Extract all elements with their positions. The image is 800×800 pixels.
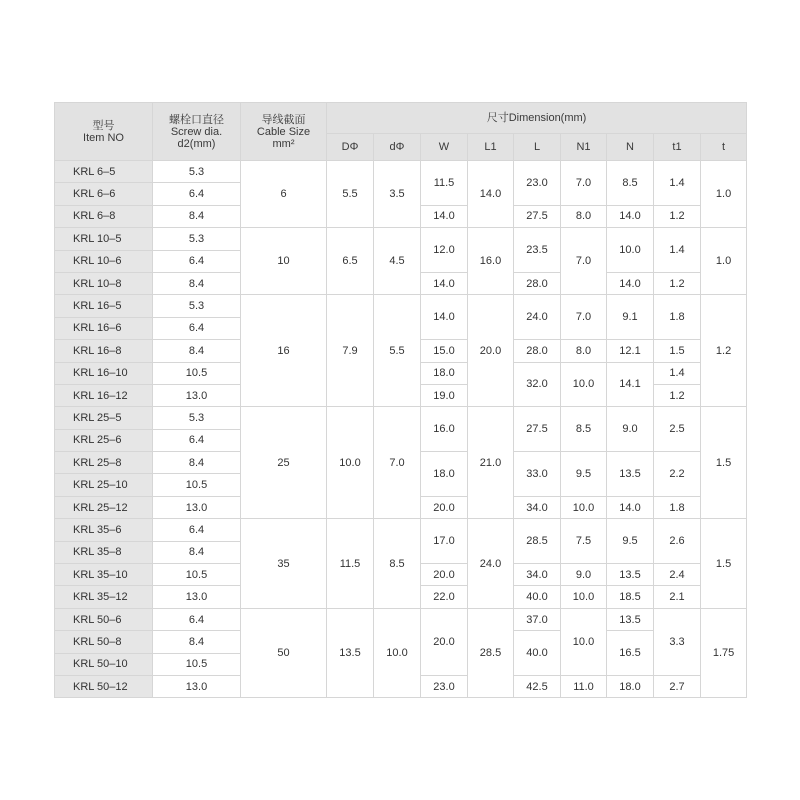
header-t1: t1 [654,134,701,161]
N-cell: 8.5 [607,161,654,206]
screw-cell: 6.4 [153,429,241,451]
L1-cell: 20.0 [468,295,514,407]
item-no-cell: KRL 50–10 [55,653,153,675]
screw-cell: 13.0 [153,675,241,697]
item-no-cell: KRL 35–10 [55,564,153,586]
header-D: DΦ [327,134,374,161]
N1-cell: 8.0 [561,205,607,227]
t1-cell: 2.6 [654,519,701,564]
t-cell: 1.2 [701,295,747,407]
N-cell: 18.0 [607,675,654,697]
item-no-cell: KRL 10–5 [55,228,153,250]
N-cell: 10.0 [607,228,654,273]
D-cell: 11.5 [327,519,374,609]
W-cell: 14.0 [421,205,468,227]
t1-cell: 1.2 [654,384,701,406]
W-cell: 20.0 [421,608,468,675]
L1-cell: 24.0 [468,519,514,609]
cable-cell: 25 [241,407,327,519]
t1-cell: 1.4 [654,228,701,273]
item-no-cell: KRL 16–10 [55,362,153,384]
W-cell: 11.5 [421,161,468,206]
N-cell: 9.5 [607,519,654,564]
N1-cell: 8.5 [561,407,607,452]
table-row [55,608,747,630]
L-cell: 23.5 [514,228,561,273]
L-cell: 33.0 [514,452,561,497]
t1-cell: 2.7 [654,675,701,697]
L-cell: 34.0 [514,496,561,518]
header-N1: N1 [561,134,607,161]
L-cell: 40.0 [514,631,561,676]
header-row-top [55,103,747,134]
L-cell: 28.0 [514,272,561,294]
t1-cell: 2.2 [654,452,701,497]
header-screw-dia [153,103,241,161]
N1-cell: 9.0 [561,564,607,586]
item-no-cell: KRL 25–10 [55,474,153,496]
d-cell: 4.5 [374,228,421,295]
t1-cell: 1.8 [654,496,701,518]
header-L: L [514,134,561,161]
item-no-cell: KRL 10–6 [55,250,153,272]
L-cell: 23.0 [514,161,561,206]
screw-cell: 10.5 [153,474,241,496]
N-cell: 14.0 [607,496,654,518]
header-cable-cn: 导线截面 [261,113,306,126]
d-cell: 3.5 [374,161,421,228]
item-no-cell: KRL 50–12 [55,675,153,697]
t-cell: 1.0 [701,161,747,228]
D-cell: 10.0 [327,407,374,519]
screw-cell: 8.4 [153,272,241,294]
W-cell: 19.0 [421,384,468,406]
header-cable-en: Cable Size [256,125,311,138]
screw-cell: 8.4 [153,340,241,362]
L-cell: 34.0 [514,564,561,586]
header-item-no [55,103,153,161]
W-cell: 15.0 [421,340,468,362]
N1-cell: 11.0 [561,675,607,697]
W-cell: 14.0 [421,272,468,294]
N-cell: 13.5 [607,608,654,630]
table-row [55,407,747,429]
item-no-cell: KRL 10–8 [55,272,153,294]
N-cell: 12.1 [607,340,654,362]
t1-cell: 1.2 [654,272,701,294]
d-cell: 10.0 [374,608,421,698]
table-row [55,519,747,541]
L-cell: 28.5 [514,519,561,564]
cable-cell: 10 [241,228,327,295]
t-cell: 1.0 [701,228,747,295]
table-row [55,161,747,183]
item-no-cell: KRL 25–12 [55,496,153,518]
screw-cell: 6.4 [153,519,241,541]
W-cell: 12.0 [421,228,468,273]
table-row [55,228,747,250]
W-cell: 20.0 [421,496,468,518]
N-cell: 14.0 [607,205,654,227]
W-cell: 18.0 [421,452,468,497]
header-cable-unit: mm² [272,137,295,150]
W-cell: 16.0 [421,407,468,452]
W-cell: 20.0 [421,564,468,586]
L-cell: 27.5 [514,205,561,227]
W-cell: 14.0 [421,295,468,340]
screw-cell: 8.4 [153,631,241,653]
L1-cell: 14.0 [468,161,514,228]
N-cell: 14.0 [607,272,654,294]
screw-cell: 6.4 [153,317,241,339]
t1-cell: 1.5 [654,340,701,362]
cable-cell: 16 [241,295,327,407]
N1-cell: 9.5 [561,452,607,497]
header-W: W [421,134,468,161]
t1-cell: 3.3 [654,608,701,675]
d-cell: 8.5 [374,519,421,609]
W-cell: 17.0 [421,519,468,564]
L1-cell: 21.0 [468,407,514,519]
header-t: t [701,134,747,161]
W-cell: 23.0 [421,675,468,697]
item-no-cell: KRL 16–6 [55,317,153,339]
N1-cell: 10.0 [561,362,607,407]
N1-cell: 7.0 [561,295,607,340]
N-cell: 13.5 [607,452,654,497]
screw-cell: 13.0 [153,496,241,518]
screw-cell: 6.4 [153,183,241,205]
t-cell: 1.75 [701,608,747,698]
header-item-en: Item NO [83,131,124,144]
D-cell: 6.5 [327,228,374,295]
item-no-cell: KRL 16–5 [55,295,153,317]
header-d: dΦ [374,134,421,161]
item-no-cell: KRL 6–5 [55,161,153,183]
cable-cell: 35 [241,519,327,609]
screw-cell: 13.0 [153,586,241,608]
D-cell: 7.9 [327,295,374,407]
header-dimension: 尺寸Dimension(mm) [327,103,747,134]
t-cell: 1.5 [701,407,747,519]
L-cell: 40.0 [514,586,561,608]
screw-cell: 5.3 [153,161,241,183]
screw-cell: 8.4 [153,452,241,474]
L-cell: 27.5 [514,407,561,452]
N1-cell: 7.5 [561,519,607,564]
screw-cell: 5.3 [153,407,241,429]
spec-table [54,102,747,698]
N1-cell: 10.0 [561,608,607,675]
t1-cell: 2.4 [654,564,701,586]
header-screw-en: Screw dia. [170,125,223,138]
screw-cell: 6.4 [153,608,241,630]
D-cell: 5.5 [327,161,374,228]
item-no-cell: KRL 25–6 [55,429,153,451]
item-no-cell: KRL 50–8 [55,631,153,653]
cable-cell: 50 [241,608,327,698]
cable-cell: 6 [241,161,327,228]
N-cell: 14.1 [607,362,654,407]
W-cell: 22.0 [421,586,468,608]
t1-cell: 1.8 [654,295,701,340]
item-no-cell: KRL 35–6 [55,519,153,541]
screw-cell: 6.4 [153,250,241,272]
W-cell: 18.0 [421,362,468,384]
D-cell: 13.5 [327,608,374,698]
screw-cell: 10.5 [153,564,241,586]
header-N: N [607,134,654,161]
d-cell: 5.5 [374,295,421,407]
t1-cell: 1.4 [654,362,701,384]
N1-cell: 7.0 [561,161,607,206]
header-item-cn: 型号 [92,119,115,132]
L-cell: 42.5 [514,675,561,697]
L-cell: 32.0 [514,362,561,407]
item-no-cell: KRL 6–6 [55,183,153,205]
header-screw-unit: d2(mm) [177,137,216,150]
t1-cell: 2.5 [654,407,701,452]
N-cell: 18.5 [607,586,654,608]
L1-cell: 16.0 [468,228,514,295]
screw-cell: 8.4 [153,205,241,227]
screw-cell: 10.5 [153,653,241,675]
N-cell: 9.0 [607,407,654,452]
t1-cell: 1.2 [654,205,701,227]
N1-cell: 10.0 [561,586,607,608]
item-no-cell: KRL 35–8 [55,541,153,563]
item-no-cell: KRL 16–8 [55,340,153,362]
N1-cell: 8.0 [561,340,607,362]
header-screw-cn: 螺栓口直径 [169,113,224,126]
L1-cell: 28.5 [468,608,514,698]
screw-cell: 8.4 [153,541,241,563]
L-cell: 24.0 [514,295,561,340]
d-cell: 7.0 [374,407,421,519]
L-cell: 37.0 [514,608,561,630]
screw-cell: 5.3 [153,295,241,317]
item-no-cell: KRL 25–8 [55,452,153,474]
t1-cell: 1.4 [654,161,701,206]
header-L1: L1 [468,134,514,161]
table-row [55,295,747,317]
item-no-cell: KRL 25–5 [55,407,153,429]
screw-cell: 13.0 [153,384,241,406]
N1-cell: 10.0 [561,496,607,518]
t1-cell: 2.1 [654,586,701,608]
item-no-cell: KRL 16–12 [55,384,153,406]
t-cell: 1.5 [701,519,747,609]
item-no-cell: KRL 6–8 [55,205,153,227]
item-no-cell: KRL 35–12 [55,586,153,608]
N-cell: 9.1 [607,295,654,340]
N-cell: 13.5 [607,564,654,586]
screw-cell: 5.3 [153,228,241,250]
item-no-cell: KRL 50–6 [55,608,153,630]
N1-cell: 7.0 [561,228,607,295]
screw-cell: 10.5 [153,362,241,384]
N-cell: 16.5 [607,631,654,676]
header-cable-size [241,103,327,161]
L-cell: 28.0 [514,340,561,362]
